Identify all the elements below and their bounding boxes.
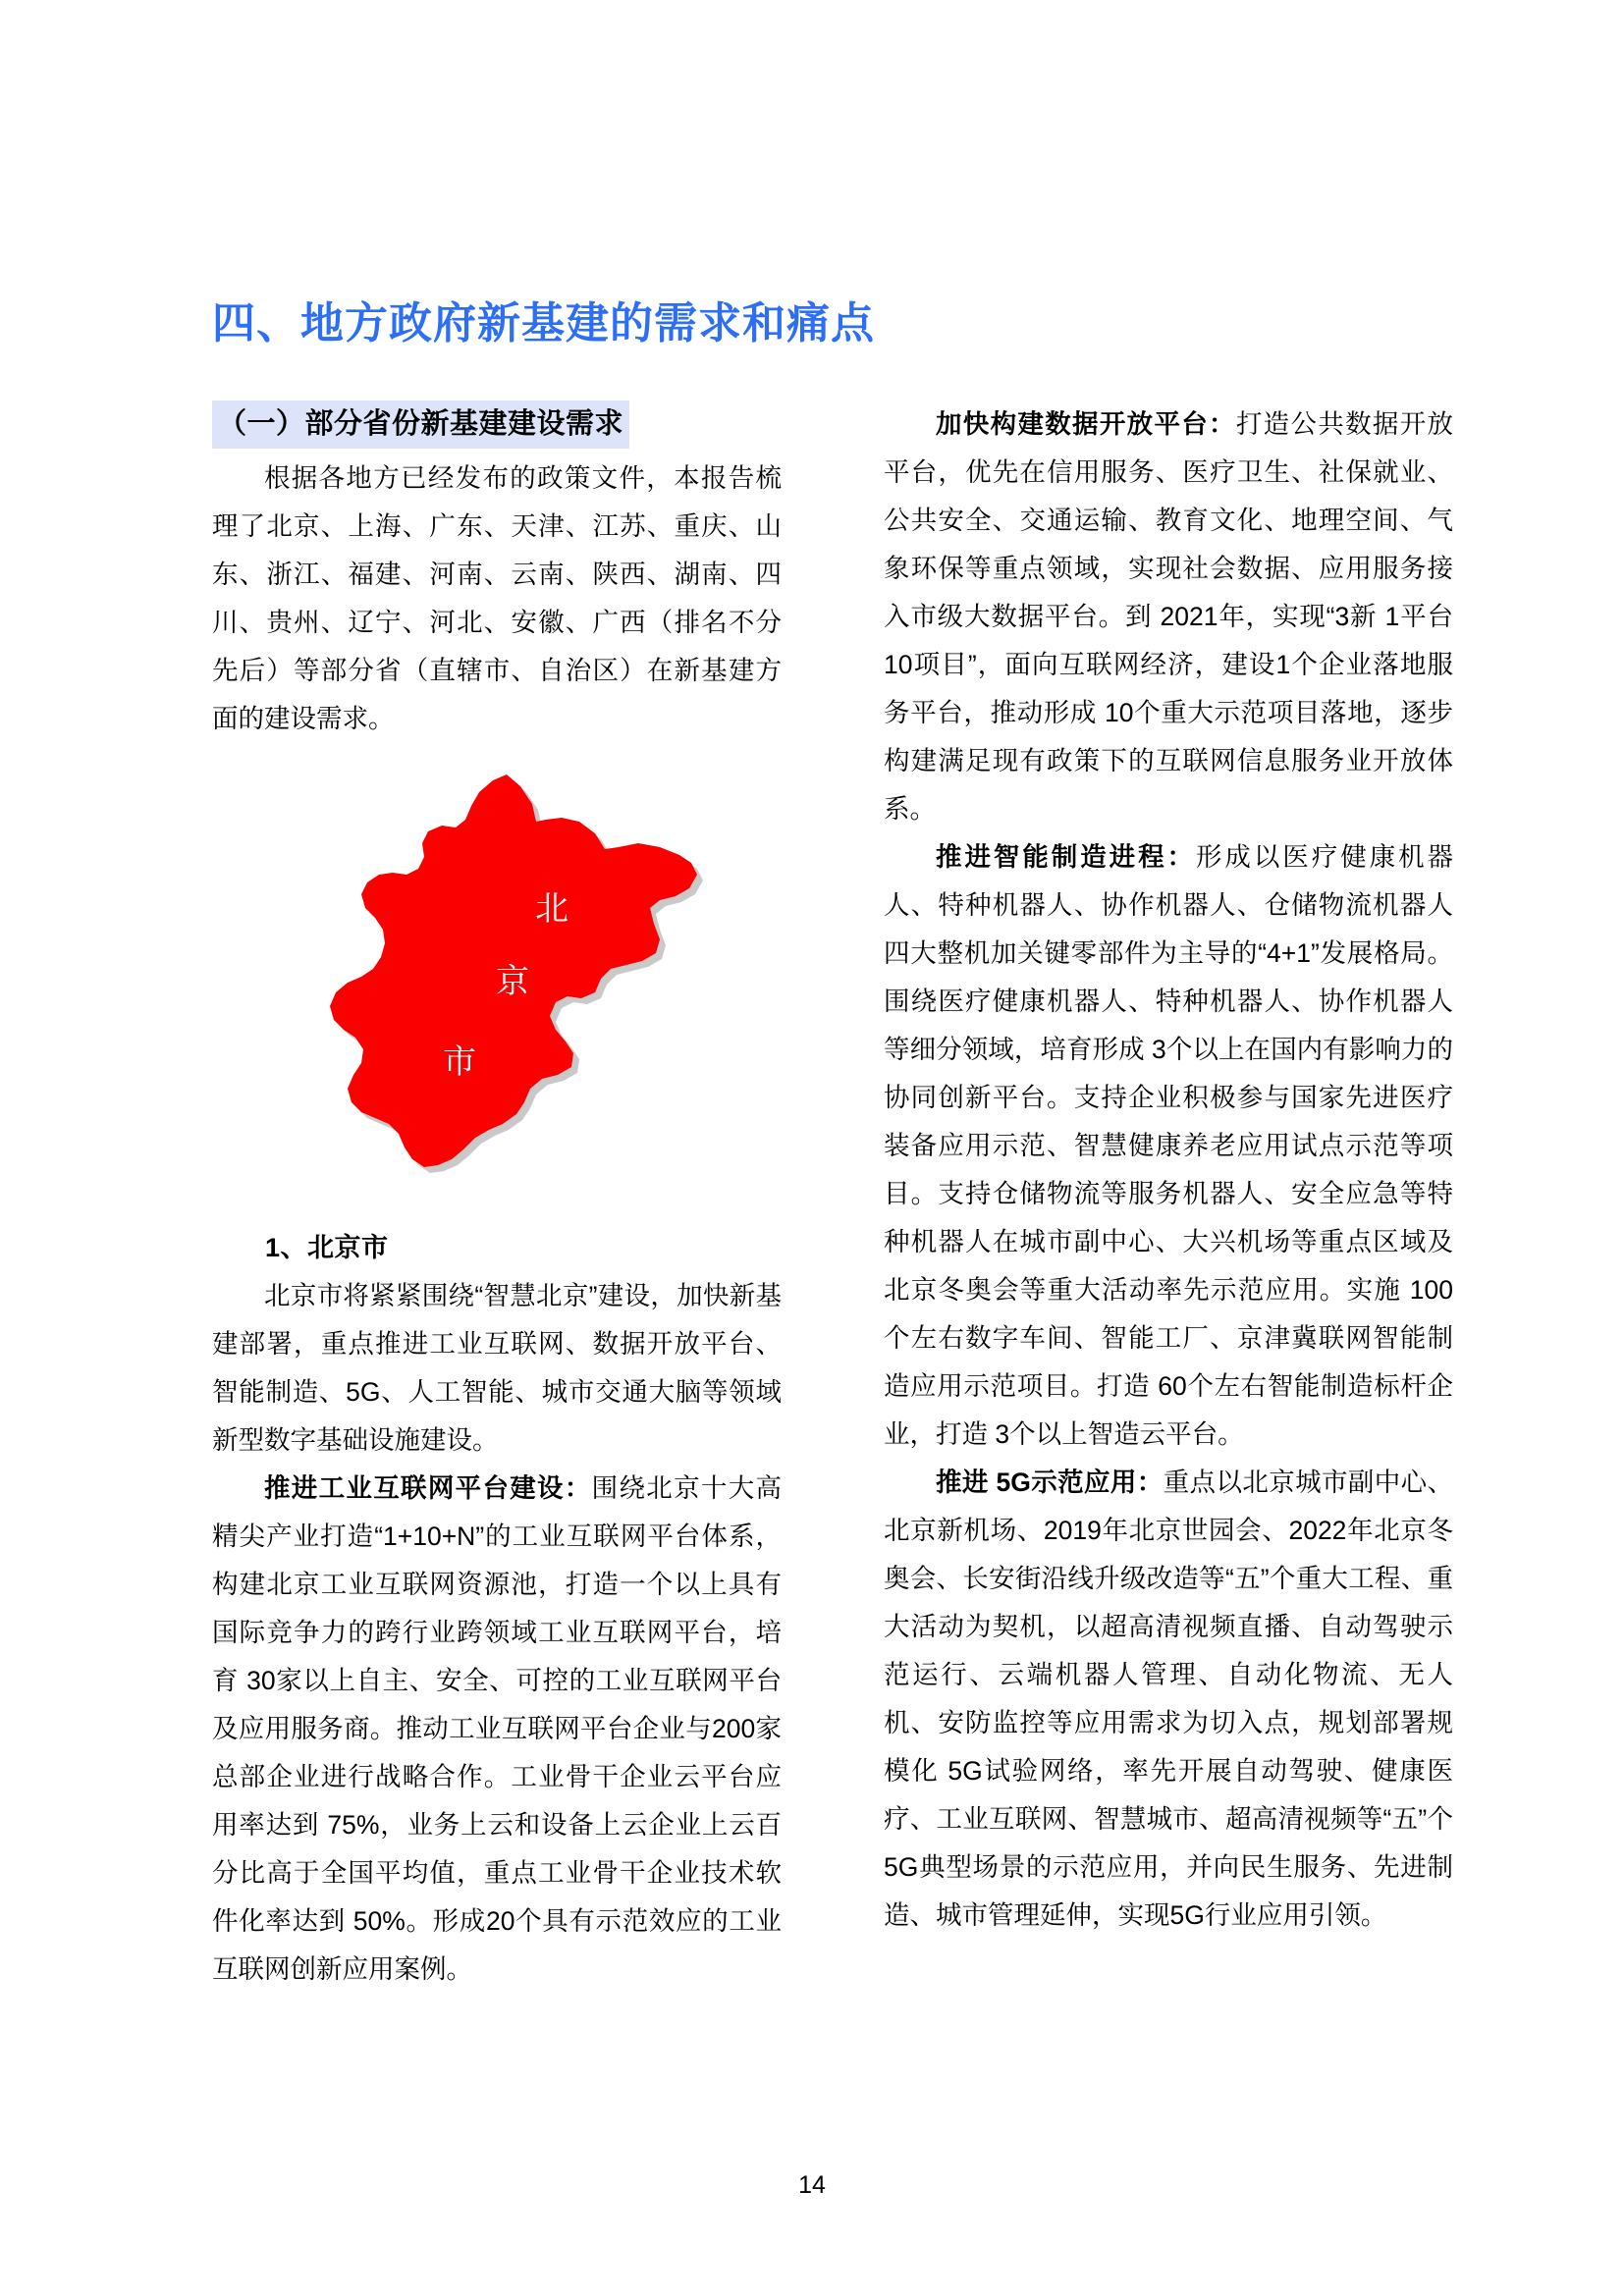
- right-paragraph-2: [884, 833, 1453, 1459]
- beijing-map-label-char-3: 市: [443, 1043, 476, 1081]
- left-paragraph-2-runin: 推进工业互联网平台建设：: [264, 1473, 592, 1503]
- beijing-map-label-char-2: 京: [496, 963, 529, 1000]
- page-number: 14: [798, 2171, 826, 2199]
- right-paragraph-2-runin: 推进智能制造进程：: [936, 842, 1196, 872]
- beijing-map-figure: [212, 765, 782, 1208]
- right-paragraph-1-runin: 加快构建数据开放平台：: [936, 409, 1236, 439]
- left-paragraph-2-body: 围绕北京十大高精尖产业打造“1+10+N”的工业互联网平台体系，构建北京工业互联网资源池，打造一个以上具有国际竞争力的跨行业跨领域工业互联网平台，培育 30家以上自主、安全、可控的工业互联网平台及应用服务商。推动工业互联网平台企业与200家总部企业进行战略合作。工业骨干企业云平台应用率达到 75%，业务上云和设备上云企业上云百分比高于全国平均值，重点工业骨干企业技术软件化率达到 50%。形成20个具有示范效应的工业互联网创新应用案例。: [212, 1473, 783, 1984]
- beijing-map-image: [212, 765, 762, 1208]
- left-column: [212, 400, 782, 1994]
- left-paragraph-1: 北京市将紧紧围绕“智慧北京”建设，加快新基建部署，重点推进工业互联网、数据开放平台、智能制造、5G、人工智能、城市交通大脑等领域新型数字基础设施建设。: [212, 1281, 782, 1455]
- beijing-map-label-char-1: 北: [535, 890, 568, 928]
- left-paragraph-2: [212, 1465, 782, 1994]
- right-paragraph-3: [884, 1459, 1453, 1940]
- right-column: [884, 400, 1453, 1940]
- section-heading: （一）部分省份新基建建设需求: [212, 400, 629, 449]
- right-paragraph-1: [884, 400, 1453, 833]
- right-paragraph-3-body: 重点以北京城市副中心、北京新机场、2019年北京世园会、2022年北京冬奥会、长安街沿线升级改造等“五”个重大工程、重大活动为契机，以超高清视频直播、自动驾驶示范运行、云端机器人管理、自动化物流、无人机、安防监控等应用需求为切入点，规划部署规模化 5G试验网络，率先开展自动驾驶、健康医疗、工业互联网、智慧城市、超高清视频等“五”个 5G典型场景的示范应用，并向民生服务、先进制造、城市管理延伸，实现5G行业应用引领。: [884, 1468, 1454, 1930]
- right-paragraph-3-runin: 推进 5G示范应用：: [936, 1468, 1164, 1497]
- right-paragraph-2-body: 形成以医疗健康机器人、特种机器人、协作机器人、仓储物流机器人四大整机加关键零部件为主导的“4+1”发展格局。围绕医疗健康机器人、特种机器人、协作机器人等细分领域，培育形成 3个以上在国内有影响力的协同创新平台。支持企业积极参与国家先进医疗装备应用示范、智慧健康养老应用试点示范等项目。支持仓储物流等服务机器人、安全应急等特种机器人在城市副中心、大兴机场等重点区域及北京冬奥会等重大活动率先示范应用。实施 100个左右数字车间、智能工厂、京津冀联网智能制造应用示范项目。打造 60个左右智能制造标杆企业，打造 3个以上智造云平台。: [884, 842, 1454, 1449]
- beijing-map-svg: [212, 765, 762, 1208]
- page-title: 四、地方政府新基建的需求和痛点: [212, 299, 875, 348]
- intro-paragraph: 根据各地方已经发布的政策文件，本报告梳理了北京、上海、广东、天津、江苏、重庆、山东、浙江、福建、河南、云南、陕西、湖南、四川、贵州、辽宁、河北、安徽、广西（排名不分先后）等部分省（直辖市、自治区）在新基建方面的建设需求。: [212, 463, 782, 733]
- item-heading-beijing: 1、北京市: [265, 1233, 389, 1262]
- right-paragraph-1-body: 打造公共数据开放平台，优先在信用服务、医疗卫生、社保就业、公共安全、交通运输、教育文化、地理空间、气象环保等重点领域，实现社会数据、应用服务接入市级大数据平台。到 2021年，实现“3新 1平台 10项目”，面向互联网经济，建设1个企业落地服务平台，推动形成 10个重大示范项目落地，逐步构建满足现有政策下的互联网信息服务业开放体系。: [884, 409, 1454, 824]
